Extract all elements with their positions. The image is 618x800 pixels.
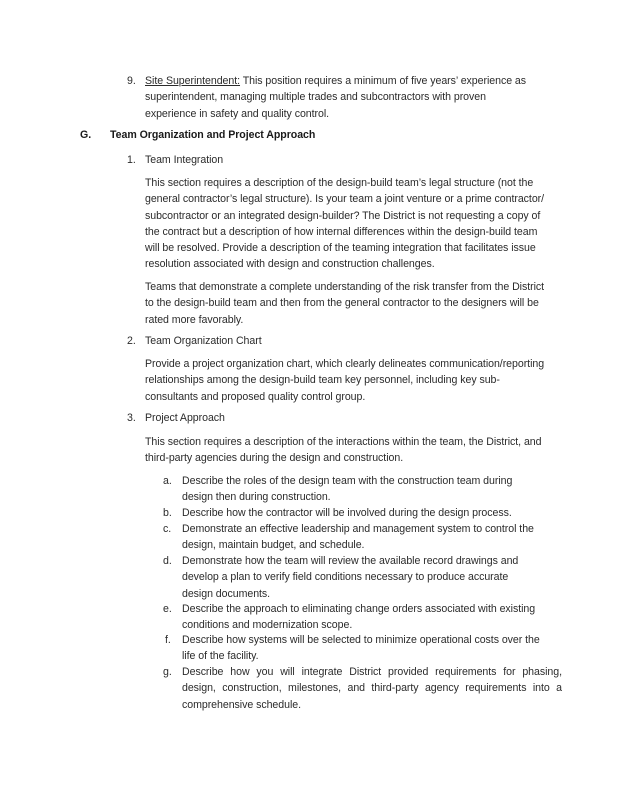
- subsection-number: 2.: [127, 335, 136, 347]
- team-integration-paragraph-1: [145, 175, 544, 273]
- subsection-number: 3.: [127, 412, 136, 424]
- subsection-title: Team Organization Chart: [145, 335, 262, 347]
- subsection-title: Team Integration: [145, 154, 224, 166]
- item-line: life of the facility.: [182, 650, 259, 663]
- approach-item-f: [182, 632, 540, 665]
- item-line: design, maintain budget, and schedule.: [182, 539, 365, 552]
- paragraph-line: relationships among the design-build team key personnel, including key sub-: [145, 374, 500, 387]
- section-heading: Team Organization and Project Approach: [110, 129, 316, 141]
- item-line: design then during construction.: [182, 491, 331, 504]
- item-letter: d.: [163, 555, 172, 567]
- list-number: 9.: [127, 75, 136, 87]
- paragraph-line: experience in safety and quality control.: [145, 107, 330, 120]
- item-line: Describe how the contractor will be involved during the design process.: [182, 507, 512, 519]
- approach-item-a: [182, 473, 512, 506]
- site-superintendent-paragraph: [145, 73, 526, 122]
- paragraph-line: subcontractor or an integrated design-builder? The District is not requesting a copy of: [145, 209, 541, 222]
- item-line: Describe how systems will be selected to minimize operational costs over the: [182, 634, 540, 646]
- item-line: Describe the approach to eliminating change orders associated with existing: [182, 603, 536, 615]
- item-line: develop a plan to verify field conditions necessary to produce accurate: [182, 571, 509, 584]
- item-line: comprehensive schedule.: [182, 698, 301, 711]
- item-letter: a.: [163, 475, 172, 487]
- item-line: Describe how you will integrate District provided requirements for phasing,: [182, 666, 562, 678]
- paragraph-line: resolution associated with design and construction challenges.: [145, 258, 435, 271]
- paragraph-line: to the design-build team and then from the general contractor to the designers will be: [145, 297, 539, 310]
- item-line: design, construction, milestones, and third-party agency requirements into a: [182, 682, 562, 695]
- paragraph-line: rated more favorably.: [145, 313, 244, 326]
- paragraph-line: the contract but a description of how internal differences within the design-build team: [145, 225, 538, 238]
- site-superintendent-title: Site Superintendent:: [145, 75, 241, 87]
- item-letter: g.: [163, 666, 172, 678]
- item-line: Describe the roles of the design team with the construction team during: [182, 475, 513, 487]
- paragraph-line: This section requires a description of the design-build team’s legal structure (not the: [145, 177, 534, 189]
- item-letter: c.: [163, 523, 172, 535]
- paragraph-line: consultants and proposed quality control group.: [145, 390, 366, 403]
- section-letter: G.: [80, 129, 92, 141]
- paragraph-line: will be resolved. Provide a description of the teaming integration that facilitates issue: [145, 242, 536, 255]
- item-letter: e.: [163, 603, 172, 615]
- item-line: design documents.: [182, 587, 271, 600]
- subsection-title: Project Approach: [145, 412, 225, 424]
- paragraph-line: Teams that demonstrate a complete understanding of the risk transfer from the District: [145, 281, 545, 293]
- team-integration-paragraph-2: [145, 279, 544, 328]
- paragraph-line: third-party agencies during the design and construction.: [145, 452, 404, 465]
- approach-item-c: [182, 521, 534, 554]
- org-chart-paragraph: [145, 356, 544, 405]
- item-letter: b.: [163, 507, 172, 519]
- item-line: conditions and modernization scope.: [182, 619, 353, 632]
- item-letter: f.: [165, 634, 171, 646]
- paragraph-line: general contractor’s legal structure). Is your team a joint venture or a prime contractor/: [145, 193, 545, 206]
- approach-item-d: [182, 553, 518, 602]
- paragraph-line: Provide a project organization chart, which clearly delineates communication/reporting: [145, 358, 545, 370]
- item-line: Demonstrate how the team will review the available record drawings and: [182, 555, 519, 567]
- approach-item-e: [182, 601, 535, 634]
- approach-item-b: [182, 505, 512, 521]
- paragraph-line: This position requires a minimum of five years’ experience as: [240, 75, 527, 87]
- paragraph-line: This section requires a description of the interactions within the team, the District, and: [145, 436, 542, 448]
- item-line: Demonstrate an effective leadership and management system to control the: [182, 523, 534, 535]
- project-approach-paragraph: [145, 434, 542, 467]
- paragraph-line: superintendent, managing multiple trades and subcontractors with proven: [145, 91, 486, 104]
- subsection-number: 1.: [127, 154, 136, 166]
- approach-item-g: [182, 664, 562, 713]
